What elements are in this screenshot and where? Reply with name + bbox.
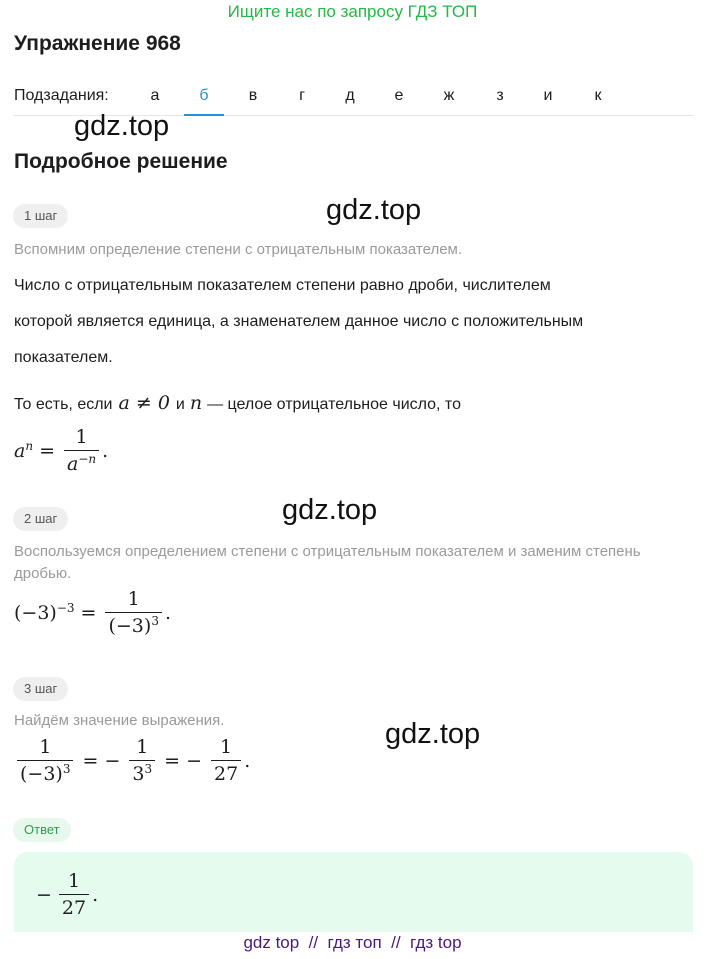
subtask-tab-k[interactable]: к xyxy=(594,87,602,104)
step-2-formula: $(-3)^{-3}$ = $\frac{1}{(-3)^3}$ . xyxy=(14,588,171,637)
subtask-tab-i[interactable]: и xyxy=(543,87,553,104)
footer-links: gdz top // гдз топ // гдз top xyxy=(243,933,462,952)
watermark: gdz.top xyxy=(74,110,170,142)
subtask-tab-e[interactable]: е xyxy=(394,87,404,104)
condition-a-nonzero: a ≠ 0 xyxy=(118,392,170,414)
formula-fraction: $\frac{1}{(-3)^3}$ xyxy=(105,588,161,637)
step-1-hint: Вспомним определение степени с отрицательным показателем. xyxy=(14,241,463,258)
step-1-text-line-1: Число с отрицательным показателем степени равно дроби, числителем xyxy=(14,277,551,294)
subtasks-label: Подзадания: xyxy=(14,87,109,104)
search-banner: Ищите нас по запросу ГДЗ ТОП xyxy=(227,2,478,21)
formula-fraction: $\frac{1}{a^{-n}}$ xyxy=(64,426,99,475)
subtask-tab-g[interactable]: г xyxy=(299,87,305,104)
answer-box xyxy=(14,852,693,932)
watermark: gdz.top xyxy=(326,194,422,226)
formula-fraction-1: $\frac{1}{(-3)^3}$ xyxy=(17,736,73,785)
formula-base: a xyxy=(14,439,26,462)
watermark: gdz.top xyxy=(385,718,481,750)
section-title: Подробное решение xyxy=(14,150,228,173)
formula-fraction-3: $\frac{1}{27}$ xyxy=(211,736,241,785)
condition-suffix: — целое отрицательное число, то xyxy=(207,396,461,413)
step-1-condition-sentence xyxy=(14,392,461,414)
subtask-tab-zh[interactable]: ж xyxy=(443,87,455,104)
answer-fraction: $\frac{1}{27}$ xyxy=(59,870,89,919)
answer-badge: Ответ xyxy=(13,818,71,842)
step-3-formula: $\frac{1}{(-3)^3}$ = − $\frac{1}{3^3}$ = − $\frac{1}{27}$ . xyxy=(14,736,250,785)
condition-n: n xyxy=(189,392,203,414)
formula-exp: n xyxy=(25,438,34,453)
step-1-formula: $a^n$ = $\frac{1}{a^{-n}}$ . xyxy=(14,426,109,475)
step-3-badge: 3 шаг xyxy=(13,677,68,701)
condition-prefix: То есть, если xyxy=(14,396,113,413)
step-2-hint: Воспользуемся определением степени с отрицательным показателем и заменим степень дробью. xyxy=(14,543,641,582)
step-1-text-line-2: которой является единица, а знаменателем данное число с положительным xyxy=(14,313,584,330)
subtask-tab-z[interactable]: з xyxy=(496,87,504,104)
step-1-badge: 1 шаг xyxy=(13,204,68,228)
subtask-tab-d[interactable]: д xyxy=(345,87,355,104)
step-3-hint: Найдём значение выражения. xyxy=(14,712,225,729)
step-1-text-line-3: показателем. xyxy=(14,349,113,366)
condition-and: и xyxy=(175,396,185,413)
step-2-badge: 2 шаг xyxy=(13,507,68,531)
subtask-tab-v[interactable]: в xyxy=(248,87,258,104)
subtask-tab-a[interactable]: а xyxy=(150,87,160,104)
exercise-title: Упражнение 968 xyxy=(14,32,181,55)
subtask-tab-b[interactable]: б xyxy=(184,78,224,116)
formula-fraction-2: $\frac{1}{3^3}$ xyxy=(129,736,155,785)
watermark: gdz.top xyxy=(282,494,378,526)
answer-formula: − $\frac{1}{27}$ . xyxy=(36,870,99,919)
